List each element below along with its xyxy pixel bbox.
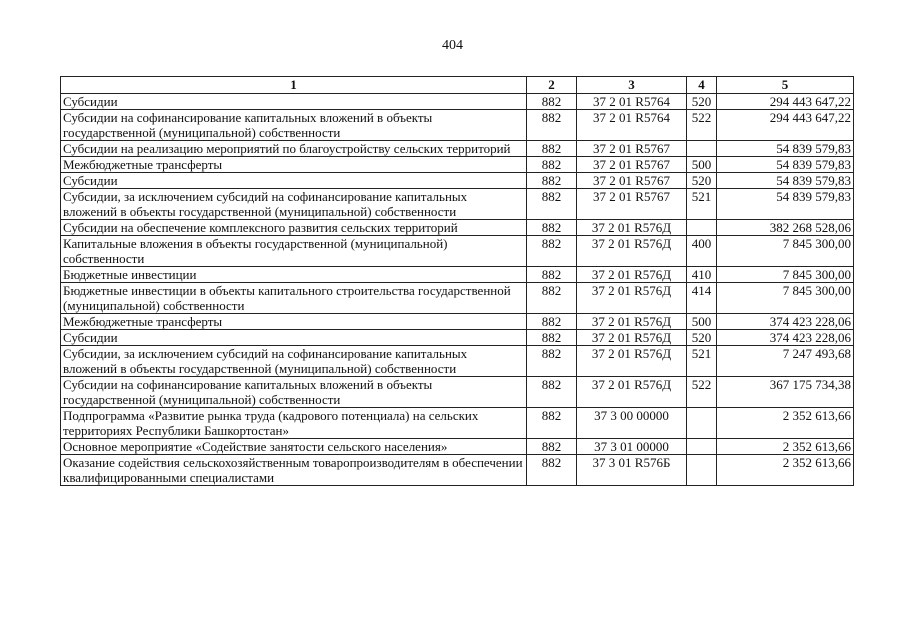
cell-expense-type <box>687 439 717 455</box>
header-col-5: 5 <box>717 77 854 94</box>
cell-name: Основное мероприятие «Содействие занятости сельского населения» <box>61 439 527 455</box>
cell-target-code: 37 2 01 R5767 <box>577 189 687 220</box>
table-row <box>61 314 854 330</box>
cell-target-code: 37 2 01 R5767 <box>577 141 687 157</box>
table-row <box>61 330 854 346</box>
cell-code: 882 <box>527 267 577 283</box>
cell-amount: 367 175 734,38 <box>717 377 854 408</box>
cell-code: 882 <box>527 330 577 346</box>
cell-expense-type: 500 <box>687 314 717 330</box>
cell-code: 882 <box>527 173 577 189</box>
cell-expense-type: 414 <box>687 283 717 314</box>
cell-name: Субсидии <box>61 173 527 189</box>
cell-code: 882 <box>527 439 577 455</box>
cell-target-code: 37 2 01 R576Д <box>577 267 687 283</box>
cell-expense-type: 521 <box>687 189 717 220</box>
cell-code: 882 <box>527 455 577 486</box>
cell-name: Оказание содействия сельскохозяйственным товаропроизводителям в обеспечении квалифицированными специалистами <box>61 455 527 486</box>
cell-amount: 7 247 493,68 <box>717 346 854 377</box>
header-col-4: 4 <box>687 77 717 94</box>
cell-expense-type: 520 <box>687 173 717 189</box>
cell-name: Субсидии на обеспечение комплексного развития сельских территорий <box>61 220 527 236</box>
cell-target-code: 37 2 01 R5764 <box>577 94 687 110</box>
cell-target-code: 37 2 01 R576Д <box>577 314 687 330</box>
cell-expense-type: 521 <box>687 346 717 377</box>
cell-code: 882 <box>527 110 577 141</box>
cell-amount: 7 845 300,00 <box>717 236 854 267</box>
cell-name: Межбюджетные трансферты <box>61 157 527 173</box>
cell-amount: 54 839 579,83 <box>717 173 854 189</box>
page-number: 404 <box>442 38 463 53</box>
table-row <box>61 141 854 157</box>
table-row <box>61 267 854 283</box>
cell-code: 882 <box>527 408 577 439</box>
cell-target-code: 37 2 01 R576Д <box>577 283 687 314</box>
cell-target-code: 37 2 01 R576Д <box>577 346 687 377</box>
cell-amount: 382 268 528,06 <box>717 220 854 236</box>
cell-name: Бюджетные инвестиции <box>61 267 527 283</box>
cell-expense-type: 400 <box>687 236 717 267</box>
table-header-row <box>61 77 854 94</box>
cell-expense-type <box>687 141 717 157</box>
cell-name: Субсидии, за исключением субсидий на софинансирование капитальных вложений в объекты государственной (муниципальной) собственности <box>61 189 527 220</box>
cell-code: 882 <box>527 236 577 267</box>
cell-name: Субсидии <box>61 330 527 346</box>
cell-code: 882 <box>527 314 577 330</box>
cell-target-code: 37 2 01 R5767 <box>577 173 687 189</box>
cell-amount: 54 839 579,83 <box>717 189 854 220</box>
cell-name: Капитальные вложения в объекты государственной (муниципальной) собственности <box>61 236 527 267</box>
cell-code: 882 <box>527 189 577 220</box>
cell-target-code: 37 2 01 R576Д <box>577 236 687 267</box>
cell-name: Бюджетные инвестиции в объекты капитального строительства государственной (муниципальной) собственности <box>61 283 527 314</box>
cell-amount: 54 839 579,83 <box>717 141 854 157</box>
cell-code: 882 <box>527 377 577 408</box>
cell-code: 882 <box>527 283 577 314</box>
table-row <box>61 377 854 408</box>
table-row <box>61 110 854 141</box>
table-row <box>61 283 854 314</box>
cell-amount: 294 443 647,22 <box>717 94 854 110</box>
cell-amount: 7 845 300,00 <box>717 283 854 314</box>
cell-expense-type: 522 <box>687 377 717 408</box>
cell-target-code: 37 2 01 R5767 <box>577 157 687 173</box>
cell-code: 882 <box>527 94 577 110</box>
cell-expense-type: 520 <box>687 330 717 346</box>
cell-code: 882 <box>527 157 577 173</box>
cell-target-code: 37 2 01 R576Д <box>577 330 687 346</box>
cell-target-code: 37 2 01 R576Д <box>577 377 687 408</box>
cell-target-code: 37 3 01 00000 <box>577 439 687 455</box>
cell-name: Субсидии на софинансирование капитальных вложений в объекты государственной (муниципальной) собственности <box>61 377 527 408</box>
table-body <box>61 94 854 486</box>
cell-name: Субсидии <box>61 94 527 110</box>
table-row <box>61 173 854 189</box>
cell-expense-type: 522 <box>687 110 717 141</box>
cell-code: 882 <box>527 141 577 157</box>
table-row <box>61 236 854 267</box>
cell-name: Субсидии на реализацию мероприятий по благоустройству сельских территорий <box>61 141 527 157</box>
cell-amount: 294 443 647,22 <box>717 110 854 141</box>
cell-name: Межбюджетные трансферты <box>61 314 527 330</box>
cell-expense-type <box>687 455 717 486</box>
cell-target-code: 37 2 01 R5764 <box>577 110 687 141</box>
cell-code: 882 <box>527 220 577 236</box>
cell-name: Подпрограмма «Развитие рынка труда (кадрового потенциала) на сельских территориях Республики Башкортостан» <box>61 408 527 439</box>
cell-amount: 374 423 228,06 <box>717 330 854 346</box>
cell-amount: 2 352 613,66 <box>717 408 854 439</box>
cell-target-code: 37 3 01 R576Б <box>577 455 687 486</box>
budget-table <box>60 76 854 486</box>
cell-expense-type: 410 <box>687 267 717 283</box>
cell-amount: 54 839 579,83 <box>717 157 854 173</box>
cell-name: Субсидии, за исключением субсидий на софинансирование капитальных вложений в объекты государственной (муниципальной) собственности <box>61 346 527 377</box>
header-col-2: 2 <box>527 77 577 94</box>
table-row <box>61 439 854 455</box>
table-row <box>61 189 854 220</box>
cell-amount: 2 352 613,66 <box>717 455 854 486</box>
cell-name: Субсидии на софинансирование капитальных вложений в объекты государственной (муниципальной) собственности <box>61 110 527 141</box>
cell-expense-type: 500 <box>687 157 717 173</box>
cell-amount: 374 423 228,06 <box>717 314 854 330</box>
table-row <box>61 346 854 377</box>
table-row <box>61 220 854 236</box>
table-row <box>61 455 854 486</box>
cell-expense-type <box>687 220 717 236</box>
header-col-1: 1 <box>61 77 527 94</box>
cell-amount: 2 352 613,66 <box>717 439 854 455</box>
cell-amount: 7 845 300,00 <box>717 267 854 283</box>
cell-target-code: 37 2 01 R576Д <box>577 220 687 236</box>
cell-code: 882 <box>527 346 577 377</box>
table-row <box>61 94 854 110</box>
cell-expense-type <box>687 408 717 439</box>
table-row <box>61 157 854 173</box>
header-col-3: 3 <box>577 77 687 94</box>
table-row <box>61 408 854 439</box>
cell-target-code: 37 3 00 00000 <box>577 408 687 439</box>
cell-expense-type: 520 <box>687 94 717 110</box>
